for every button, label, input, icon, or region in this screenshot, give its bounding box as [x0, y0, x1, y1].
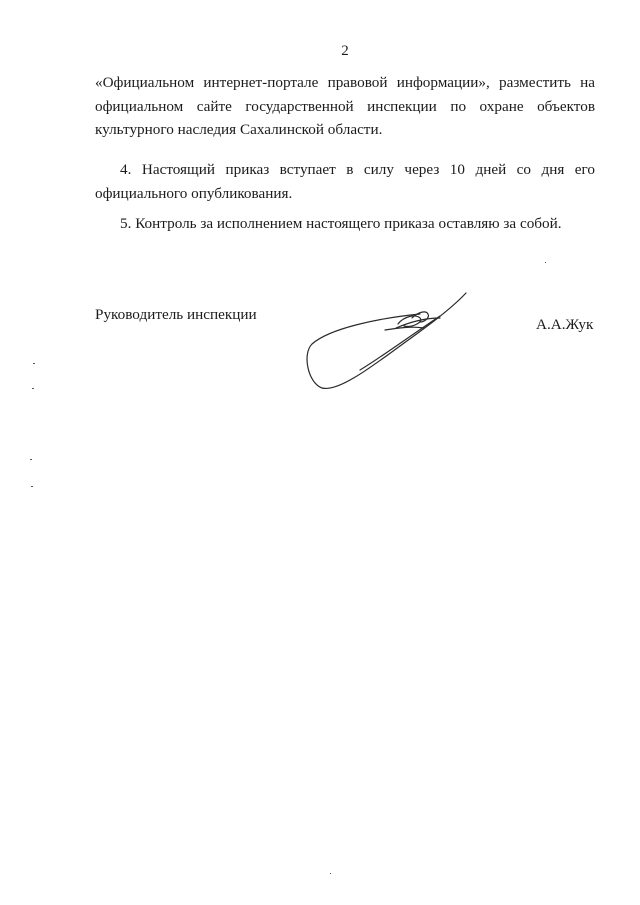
scan-speck [32, 388, 34, 389]
paragraph-continuation [95, 71, 595, 142]
signer-name: А.А.Жук [536, 316, 594, 333]
scan-speck [545, 262, 546, 263]
paragraph-line: 5. Контроль за исполнением настоящего приказа оставляю за собой. [120, 215, 562, 232]
paragraph-line: 4. Настоящий приказ вступает в силу через 10 дней со дня его [120, 161, 595, 178]
page-number: 2 [341, 43, 349, 59]
paragraph-line: «Официальном интернет-портале правовой информации», разместить на [95, 74, 595, 91]
scan-speck [31, 486, 33, 487]
paragraph-line: официального опубликования. [95, 184, 293, 202]
handwritten-signature-icon [300, 288, 475, 398]
scan-speck [33, 363, 35, 364]
signer-title: Руководитель инспекции [95, 306, 257, 323]
paragraph-line: официальном сайте государственной инспекции по охране объектов [95, 97, 595, 115]
paragraph-line: культурного наследия Сахалинской области. [95, 121, 383, 138]
paragraph-item-5 [120, 212, 600, 236]
paragraph-item-4 [95, 158, 595, 205]
scan-speck [30, 459, 32, 460]
scan-speck [330, 873, 331, 874]
